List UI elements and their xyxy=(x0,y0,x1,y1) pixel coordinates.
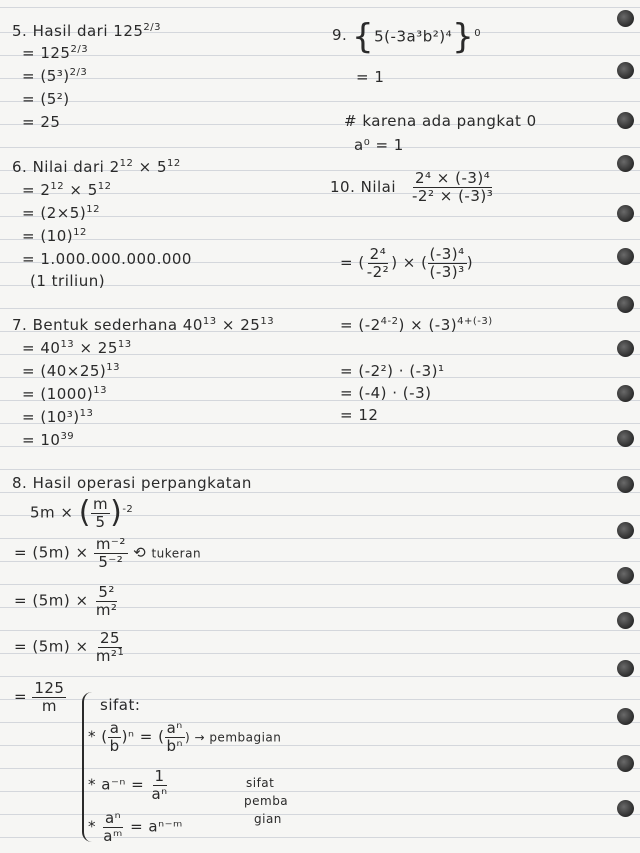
binder-hole xyxy=(617,296,634,313)
q5-step-3: = (5²) xyxy=(22,90,70,108)
binder-hole xyxy=(617,112,634,129)
binder-hole xyxy=(617,62,634,79)
q5-step-2: = $(5^3)^{2/3}$ xyxy=(22,67,88,85)
q7-title: 7. Bentuk sederhana $40^{13} \times 25^{13}$ xyxy=(12,316,275,334)
q8-step-1: = (5m) × $\frac{\text{m⁻²}}{\text{5⁻²}}$ ⟲ tukeran xyxy=(14,535,202,571)
q10-step-2: = $(-2^{4-2}) \times (-3)^{4+(-3)}$ xyxy=(340,316,493,334)
q5-step-4: = 25 xyxy=(22,113,61,131)
q6-step-3: = $(10)^{12}$ xyxy=(22,227,87,245)
q8-step-2: = (5m) × $\frac{\text{5²}}{\text{m²}}$ xyxy=(14,583,118,619)
q10-expression: $\frac{\text{2⁴ × (-3)⁴}}{\text{-2² × (-3)³}}$ xyxy=(412,169,494,205)
q9-rule: a⁰ = 1 xyxy=(354,136,404,154)
q6-step-4: = 1.000.000.000.000 xyxy=(22,250,192,268)
q9-note: # karena ada pangkat 0 xyxy=(344,112,537,130)
binder-hole xyxy=(617,205,634,222)
binder-hole xyxy=(617,248,634,265)
q6-step-2: = $(2\times 5)^{12}$ xyxy=(22,204,100,222)
q10-step-4: = (-4) · (-3) xyxy=(340,384,432,402)
binder-hole xyxy=(617,476,634,493)
sifat-rule-1: * ( $\frac{a}{b}$ )ⁿ = ( $\frac{\text{aⁿ}}{\text{bⁿ}}$ ) → pembagian xyxy=(88,719,282,755)
binder-hole xyxy=(617,10,634,27)
binder-hole xyxy=(617,385,634,402)
binder-hole xyxy=(617,660,634,677)
binder-hole xyxy=(617,340,634,357)
q10-step-3: = (-2²) · (-3)¹ xyxy=(340,362,445,380)
q6-step-1: = $2^{12} \times 5^{12}$ xyxy=(22,181,112,199)
q9-result: = 1 xyxy=(356,68,385,86)
q7-step-2: = $(40\times 25)^{13}$ xyxy=(22,362,121,380)
q7-step-3: = $(1000)^{13}$ xyxy=(22,385,107,403)
sifat-side-label-1: sifat xyxy=(246,776,275,790)
q7-step-4: = $(10^3)^{13}$ xyxy=(22,408,94,426)
binder-hole xyxy=(617,522,634,539)
q10-title: 10. Nilai xyxy=(330,178,397,196)
q8-step-3: = (5m) × $\frac{25}{m^2^1}$ xyxy=(14,629,125,665)
sifat-side-label-3: gian xyxy=(254,812,282,826)
q10-step-5: = 12 xyxy=(340,406,379,424)
q10-step-1: = ( $\frac{\text{2⁴}}{\text{-2²}}$ ) × ( $\frac{\text{(-3)⁴}}{\text{(-3)³}}$ ) xyxy=(340,245,474,281)
binder-hole xyxy=(617,612,634,629)
q8-title: 8. Hasil operasi perpangkatan xyxy=(12,474,252,492)
sifat-side-label-2: pemba xyxy=(244,794,289,808)
binder-hole xyxy=(617,755,634,772)
sifat-rule-2: * a⁻ⁿ = $\frac{1}{\text{aⁿ}}$ xyxy=(88,767,168,803)
q8-step-4: = $\frac{125}{m}$ xyxy=(14,679,65,715)
q7-step-5: = $10^{39}$ xyxy=(22,431,75,449)
sifat-rule-3: * $\frac{\text{aⁿ}}{\text{aᵐ}}$ = aⁿ⁻ᵐ xyxy=(88,809,183,845)
q5-title: 5. Hasil dari $125^{2/3}$ xyxy=(12,22,162,40)
binder-hole xyxy=(617,155,634,172)
sifat-title: sifat: xyxy=(100,696,141,714)
q9-title: 9. xyxy=(332,26,348,44)
q6-note: (1 triliun) xyxy=(30,272,106,290)
q6-title: 6. Nilai dari $2^{12} \times 5^{12}$ xyxy=(12,158,181,176)
q8-expression: 5m × ( $\frac{m}{5}$ )$^{-2}$ xyxy=(30,495,134,531)
binder-hole xyxy=(617,567,634,584)
binder-hole xyxy=(617,800,634,817)
binder-hole xyxy=(617,430,634,447)
q9-expression: $\{5(-3a^3b^2)^4\}^0$ xyxy=(352,17,482,57)
binder-hole xyxy=(617,708,634,725)
q5-step-1: = $125^{2/3}$ xyxy=(22,44,89,62)
q7-step-1: = $40^{13} \times 25^{13}$ xyxy=(22,339,132,357)
